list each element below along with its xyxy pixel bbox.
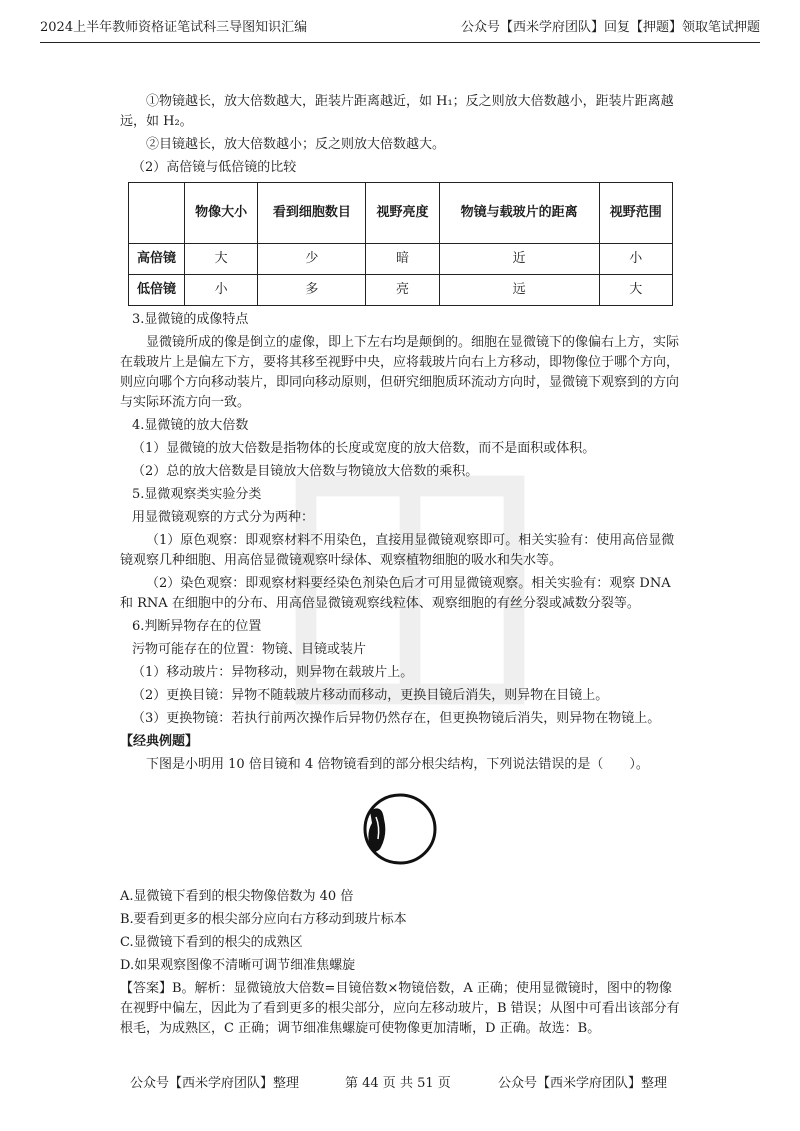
section-3-body: 显微镜所成的像是倒立的虚像，即上下左右均是颠倒的。细胞在显微镜下的像偏右上方，实际在载玻片上是偏左下方，要将其移至视野中央，应将载玻片向右上方移动，即物像位于哪个方向，则应向哪个方向移动装片，即同向移动原则，但研究细胞质环流动方向时，显微镜下观察到的方向与实际环流方向一致。 <box>120 335 680 410</box>
option-c: C.显微镜下看到的根尖的成熟区 <box>120 935 303 950</box>
table-cell: 低倍镜 <box>129 275 185 306</box>
section-6-item-3: （3）更换物镜：若执行前两次操作后异物仍然存在，但更换物镜后消失，则异物在物镜上。 <box>132 711 661 726</box>
table-cell: 小 <box>599 244 672 275</box>
table-cell: 少 <box>258 244 366 275</box>
eyepiece-note: ②目镜越长，放大倍数越小；反之则放大倍数越大。 <box>146 137 446 152</box>
table-cell: 暗 <box>366 244 439 275</box>
footer-right: 公众号【西米学府团队】整理 <box>498 1076 668 1091</box>
section-5-title: 5.显微观察类实验分类 <box>132 487 262 502</box>
section-4-title: 4.显微镜的放大倍数 <box>132 418 249 433</box>
header-promo: 公众号【西米学府团队】回复【押题】领取笔试押题 <box>460 20 760 35</box>
section-6-item-2: （2）更换目镜：异物不随载玻片移动而移动，更换目镜后消失，则异物在目镜上。 <box>132 688 609 703</box>
table-cell: 远 <box>439 275 599 306</box>
page-header <box>40 14 760 43</box>
table-cell: 小 <box>185 275 258 306</box>
page-footer <box>40 1072 760 1092</box>
section-4-item-1: （1）显微镜的放大倍数是指物体的长度或宽度的放大倍数，而不是面积或体积。 <box>132 441 596 456</box>
table-cell: 近 <box>439 244 599 275</box>
table-header-cell <box>129 183 185 244</box>
example-title: 【经典例题】 <box>120 734 199 749</box>
table-cell: 大 <box>185 244 258 275</box>
table-header-cell: 视野范围 <box>599 183 672 244</box>
table-header-cell: 物镜与载玻片的距离 <box>439 183 599 244</box>
table-cell: 大 <box>599 275 672 306</box>
section-6-title: 6.判断异物存在的位置 <box>132 619 262 634</box>
section-5-item-2: （2）染色观察：即观察材料要经染色剂染色后才可用显微镜观察。相关实验有：观察 DNA 和 RNA 在细胞中的分布、用高倍显微镜观察线粒体、观察细胞的有丝分裂或减数分裂等。 <box>120 576 671 611</box>
table-cell: 高倍镜 <box>129 244 185 275</box>
page-number: 第 44 页 共 51 页 <box>345 1076 451 1091</box>
section-6-lead: 污物可能存在的位置：物镜、目镜或装片 <box>132 642 367 657</box>
option-a: A.显微镜下看到的根尖物像倍数为 40 倍 <box>120 889 354 904</box>
objective-lens-note: ①物镜越长，放大倍数越大，距装片距离越近，如 H₁；反之则放大倍数越小，距装片距离越远，如 H₂。 <box>120 94 674 129</box>
comparison-heading: （2）高倍镜与低倍镜的比较 <box>132 160 297 175</box>
answer-explanation: 【答案】B。解析：显微镜放大倍数=目镜倍数×物镜倍数，A 正确；使用显微镜时，图中的物像在视野中偏左，因此为了看到更多的根尖部分，应向左移动玻片，B 错误；从图中可看出该部分有根毛，为成熟区，C 正确；调节细准焦螺旋可使物像更加清晰，D 正确。故选：B。 <box>120 981 680 1036</box>
section-5-item-1: （1）原色观察：即观察材料不用染色，直接用显微镜观察即可。相关实验有：使用高倍显微镜观察几种细胞、用高倍显微镜观察叶绿体、观察植物细胞的吸水和失水等。 <box>120 533 675 568</box>
table-cell: 亮 <box>366 275 439 306</box>
example-question: 下图是小明用 10 倍目镜和 4 倍物镜看到的部分根尖结构，下列说法错误的是（ ）。 <box>146 757 649 772</box>
section-5-lead: 用显微镜观察的方式分为两种： <box>132 510 315 525</box>
microscope-view-icon <box>360 789 440 869</box>
table-header-cell: 看到细胞数目 <box>258 183 366 244</box>
root-tip-figure <box>120 789 680 879</box>
table-row <box>129 275 673 306</box>
section-3-title: 3.显微镜的成像特点 <box>132 312 249 327</box>
footer-left: 公众号【西米学府团队】整理 <box>130 1076 300 1091</box>
page-content <box>120 92 680 1042</box>
section-4-item-2: （2）总的放大倍数是目镜放大倍数与物镜放大倍数的乘积。 <box>132 464 479 479</box>
lens-comparison-table <box>128 182 673 306</box>
table-cell: 多 <box>258 275 366 306</box>
header-title: 2024上半年教师资格证笔试科三导图知识汇编 <box>40 20 308 35</box>
option-d: D.如果观察图像不清晰可调节细准焦螺旋 <box>120 958 356 973</box>
table-row <box>129 244 673 275</box>
table-header-cell: 视野亮度 <box>366 183 439 244</box>
table-header-cell: 物像大小 <box>185 183 258 244</box>
option-b: B.要看到更多的根尖部分应向右方移动到玻片标本 <box>120 912 407 927</box>
section-6-item-1: （1）移动玻片：异物移动，则异物在载玻片上。 <box>132 665 414 680</box>
table-header-row <box>129 183 673 244</box>
